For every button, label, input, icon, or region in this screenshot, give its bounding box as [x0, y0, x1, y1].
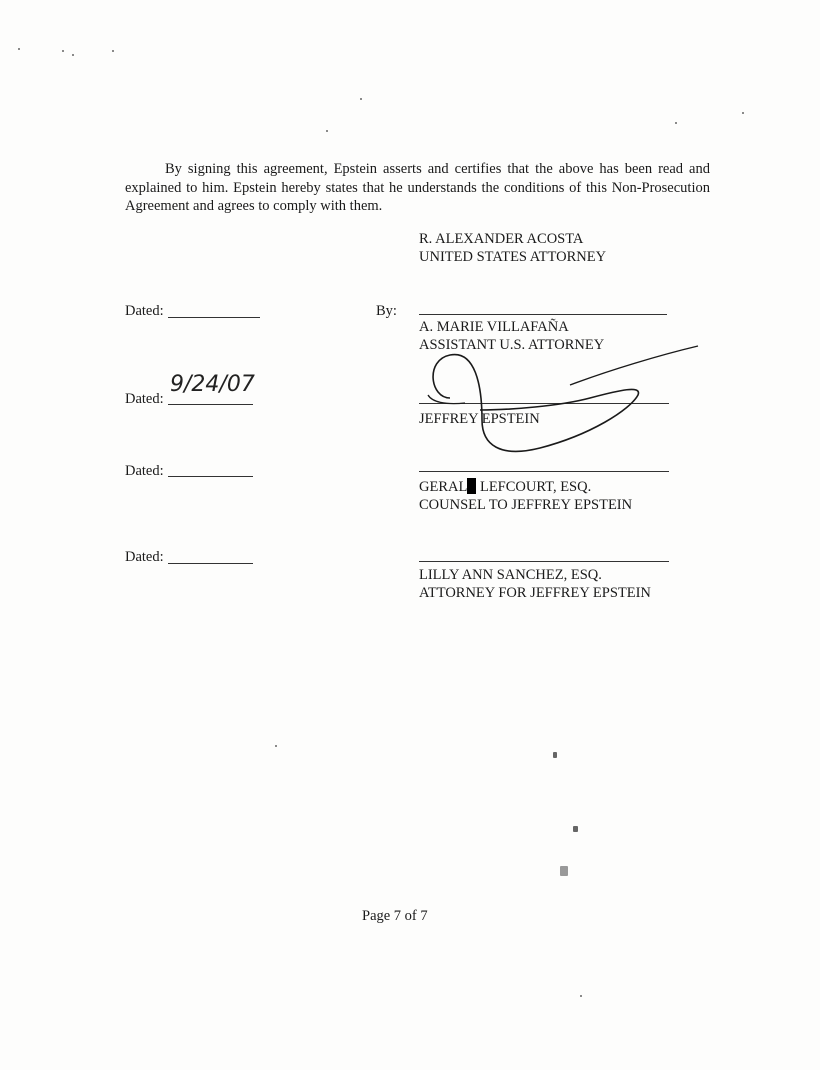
- signer-name: JEFFREY EPSTEIN: [419, 411, 540, 427]
- acknowledgment-paragraph: By signing this agreement, Epstein asserts and certifies that the above has been read and explained to him. Epstein hereby states that he understands the conditions of this Non-Prosecution Agreement and agrees to comply with them.: [125, 161, 710, 214]
- page-number: Page 7 of 7: [362, 908, 428, 924]
- date-line: [168, 476, 253, 477]
- scan-speck: [326, 130, 328, 132]
- dated-label: Dated:: [125, 391, 164, 407]
- signer-name: [419, 478, 591, 496]
- scan-speck: [275, 745, 277, 747]
- signer-name-part: GERAL: [419, 479, 468, 495]
- signer-title: ATTORNEY FOR JEFFREY EPSTEIN: [419, 585, 651, 601]
- scan-speck: [742, 112, 744, 114]
- scan-speck: [580, 995, 582, 997]
- scan-speck: [112, 50, 114, 52]
- us-attorney-title: UNITED STATES ATTORNEY: [419, 249, 607, 265]
- scan-speck: [560, 866, 568, 876]
- signer-name-part: LEFCOURT, ESQ.: [476, 479, 592, 495]
- scan-speck: [573, 826, 578, 832]
- signature-line: [419, 314, 667, 315]
- scan-speck: [360, 98, 362, 100]
- signature-line: [419, 561, 669, 562]
- signer-name: LILLY ANN SANCHEZ, ESQ.: [419, 567, 602, 583]
- scan-speck: [18, 48, 20, 50]
- signature-line: [419, 471, 669, 472]
- redaction-box: [467, 478, 476, 494]
- scan-speck: [675, 122, 677, 124]
- by-label: By:: [376, 303, 397, 319]
- scan-speck: [72, 54, 74, 56]
- scan-speck: [62, 50, 64, 52]
- signer-name: A. MARIE VILLAFAÑA: [419, 319, 569, 335]
- dated-label: Dated:: [125, 303, 164, 319]
- us-attorney-name: R. ALEXANDER ACOSTA: [419, 231, 584, 247]
- dated-label: Dated:: [125, 463, 164, 479]
- signer-title: ASSISTANT U.S. ATTORNEY: [419, 337, 605, 353]
- date-line: [168, 563, 253, 564]
- scan-speck: [553, 752, 557, 758]
- date-line: [168, 317, 260, 318]
- date-line: [168, 404, 253, 405]
- handwritten-signature: [420, 340, 700, 460]
- dated-label: Dated:: [125, 549, 164, 565]
- handwritten-date: 9/24/07: [170, 372, 255, 397]
- signer-title: COUNSEL TO JEFFREY EPSTEIN: [419, 497, 633, 513]
